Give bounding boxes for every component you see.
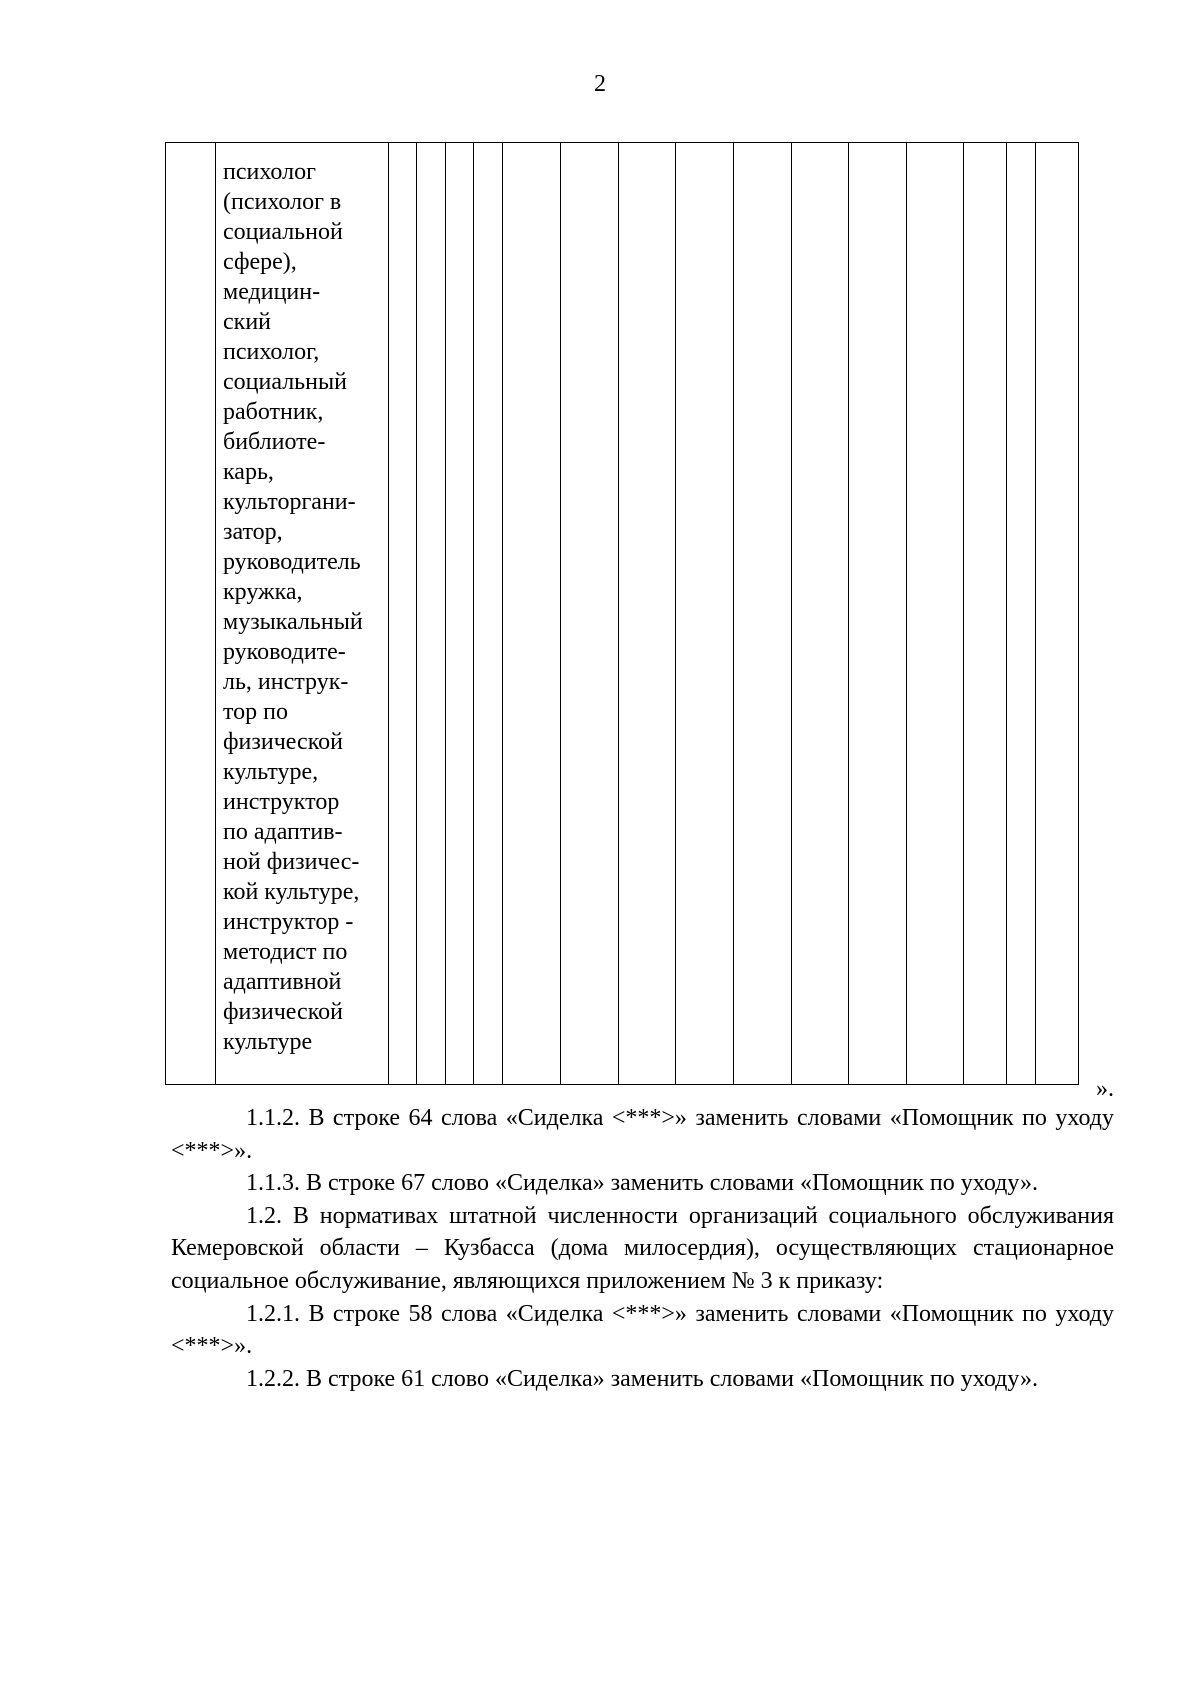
table-cell bbox=[964, 143, 1007, 1085]
staffing-table bbox=[165, 142, 1079, 1085]
table-cell bbox=[676, 143, 734, 1085]
paragraph-1-2-2: 1.2.2. В строке 61 слово «Сиделка» заменить словами «Помощник по уходу». bbox=[246, 1365, 1038, 1392]
table-cell bbox=[446, 143, 474, 1085]
table-cell bbox=[734, 143, 792, 1085]
table-cell-number bbox=[166, 143, 216, 1085]
table-cell bbox=[1007, 143, 1036, 1085]
paragraph-1-1-3: 1.1.3. В строке 67 слово «Сиделка» заменить словами «Помощник по уходу». bbox=[246, 1170, 1038, 1197]
table-cell bbox=[1036, 143, 1079, 1085]
table-cell bbox=[619, 143, 676, 1085]
closing-quote: ». bbox=[1096, 1076, 1114, 1102]
table-row bbox=[166, 143, 1079, 1085]
table-cell bbox=[561, 143, 619, 1085]
table-cell bbox=[417, 143, 446, 1085]
table-cell bbox=[907, 143, 964, 1085]
table-cell bbox=[503, 143, 561, 1085]
paragraph-1-2-1: 1.2.1. В строке 58 слова «Сиделка <***>» заменить словами «Помощник по уходу <***>». bbox=[171, 1300, 1114, 1360]
table-cell bbox=[389, 143, 417, 1085]
table-cell bbox=[849, 143, 907, 1085]
paragraph-1-1-2: 1.1.2. В строке 64 слова «Сиделка <***>» заменить словами «Помощник по уходу <***>». bbox=[171, 1105, 1114, 1164]
body-text bbox=[171, 1102, 1114, 1395]
page-number: 2 bbox=[594, 71, 606, 97]
table-cell bbox=[792, 143, 849, 1085]
paragraph-1-2: 1.2. В нормативах штатной численности организаций социального обслуживания Кемеровской области – Кузбасса (дома милосердия), осуществляющих стационарное социальное обслуживание, являющихся приложением № 3 к приказу: bbox=[171, 1202, 1114, 1294]
table-cell bbox=[474, 143, 503, 1085]
table-cell-positions: психолог (психолог в социальной сфере), медицин- ский психолог, социальный работник, библиоте- карь, культоргани- затор, руководитель кружка, музыкальный руководите- ль, инструк- тор по физической культуре, инструктор по адаптив- ной физичес- кой культуре, инструктор - методист по адаптивной физической культуре bbox=[216, 143, 389, 1085]
